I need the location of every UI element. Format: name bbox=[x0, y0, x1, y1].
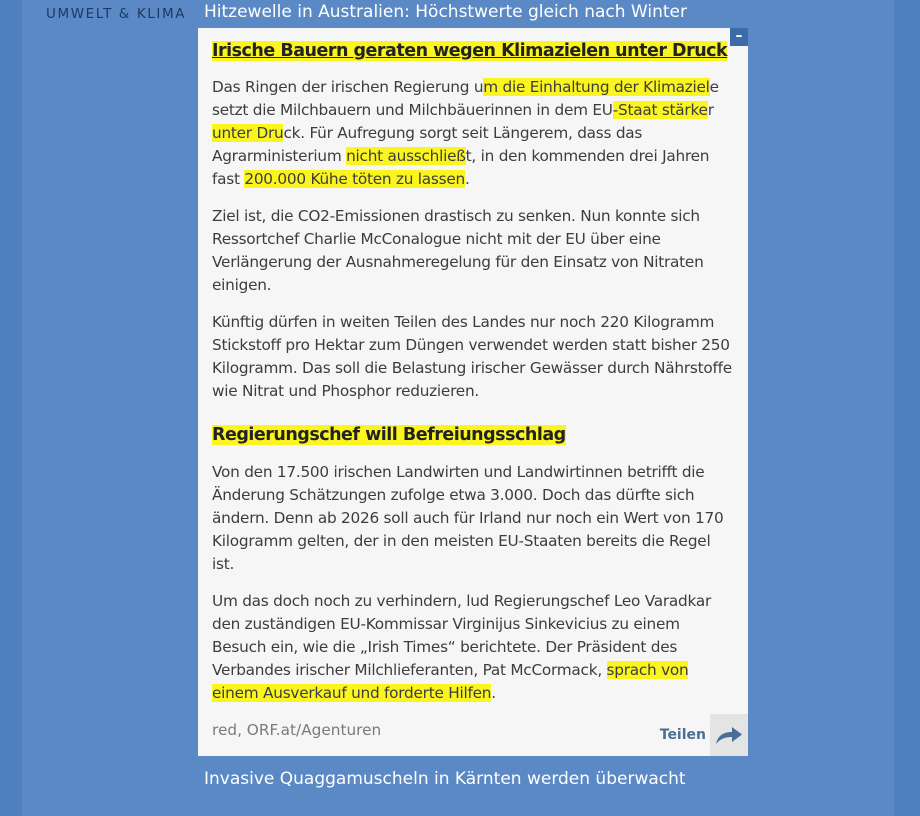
collapse-button[interactable]: – bbox=[730, 28, 748, 46]
share-arrow-icon bbox=[710, 714, 748, 756]
highlight-segment: -Staat stärke bbox=[612, 101, 708, 119]
text-segment: ck. Für Aufregung sorgt seit Längerem, dass das Agrarministerium bbox=[212, 124, 643, 165]
highlight-segment: unter Dru bbox=[212, 124, 284, 142]
article-source: red, ORF.at/Agenturen bbox=[212, 721, 382, 739]
text-segment: r bbox=[707, 101, 714, 119]
article-subheading-text: Regierungschef will Befreiungsschlag bbox=[212, 425, 566, 445]
highlight-segment: m die Einhaltung der Klimaziel bbox=[483, 78, 710, 96]
text-segment: Das Ringen der irischen Regierung u bbox=[212, 78, 484, 96]
article-title bbox=[212, 39, 732, 63]
prev-article-link[interactable]: Hitzewelle in Australien: Höchstwerte gleich nach Winter bbox=[204, 2, 687, 22]
article-card bbox=[198, 28, 748, 756]
next-article-link[interactable]: Invasive Quaggamuscheln in Kärnten werden überwacht bbox=[204, 769, 686, 789]
highlight-segment: nicht ausschließ bbox=[346, 147, 466, 165]
text-segment: t, in den kommenden drei Jahren fast bbox=[212, 147, 710, 188]
text-segment: . bbox=[464, 170, 470, 188]
text-segment: Um das doch noch zu verhindern, lud Regierungschef Leo Varadkar den zuständigen EU-Kommissar Virginijus Sinkevicius zu einem Besuch ein, wie die „Irish Times“ berichtete. Der Präsident des Verbandes irischer Milchlieferanten, Pat McCormack, bbox=[212, 592, 711, 679]
highlight-segment: sprach von einem Ausverkauf und forderte Hilfen bbox=[212, 661, 689, 702]
paragraph-3: Künftig dürfen in weiten Teilen des Landes nur noch 220 Kilogramm Stickstoff pro Hektar zum Düngen verwendet werden statt bisher 250 Kilogramm. Das soll die Belastung irischer Gewässer durch Nährstoffe wie Nitrat und Phosphor reduzieren. bbox=[212, 313, 732, 400]
highlight-segment: 200.000 Kühe töten zu lassen bbox=[244, 170, 465, 188]
share-button[interactable] bbox=[658, 714, 748, 756]
article-content bbox=[212, 39, 732, 739]
text-segment: . bbox=[491, 684, 496, 702]
paragraph-1 bbox=[212, 76, 732, 191]
article-subheading bbox=[212, 423, 732, 447]
paragraph-2: Ziel ist, die CO2-Emissionen drastisch zu senken. Nun konnte sich Ressortchef Charlie McConalogue nicht mit der EU über eine Verlängerung der Ausnahmeregelung für den Einsatz von Nitraten einigen. bbox=[212, 207, 704, 294]
section-label: UMWELT & KLIMA bbox=[46, 6, 187, 22]
text-segment: e setzt die Milchbauern und Milchbäuerinnen in dem EU bbox=[212, 78, 719, 119]
paragraph-4: Von den 17.500 irischen Landwirten und Landwirtinnen betrifft die Änderung Schätzungen zufolge etwa 3.000. Doch das dürfte sich ändern. Denn ab 2026 soll auch für Irland nur noch ein Wert von 170 Kilogramm gelten, der in den meisten EU-Staaten bereits die Regel ist. bbox=[212, 463, 724, 573]
share-label: Teilen bbox=[659, 727, 706, 743]
paragraph-5 bbox=[212, 590, 732, 705]
article-title-text: Irische Bauern geraten wegen Klimazielen unter Druck bbox=[212, 41, 728, 61]
